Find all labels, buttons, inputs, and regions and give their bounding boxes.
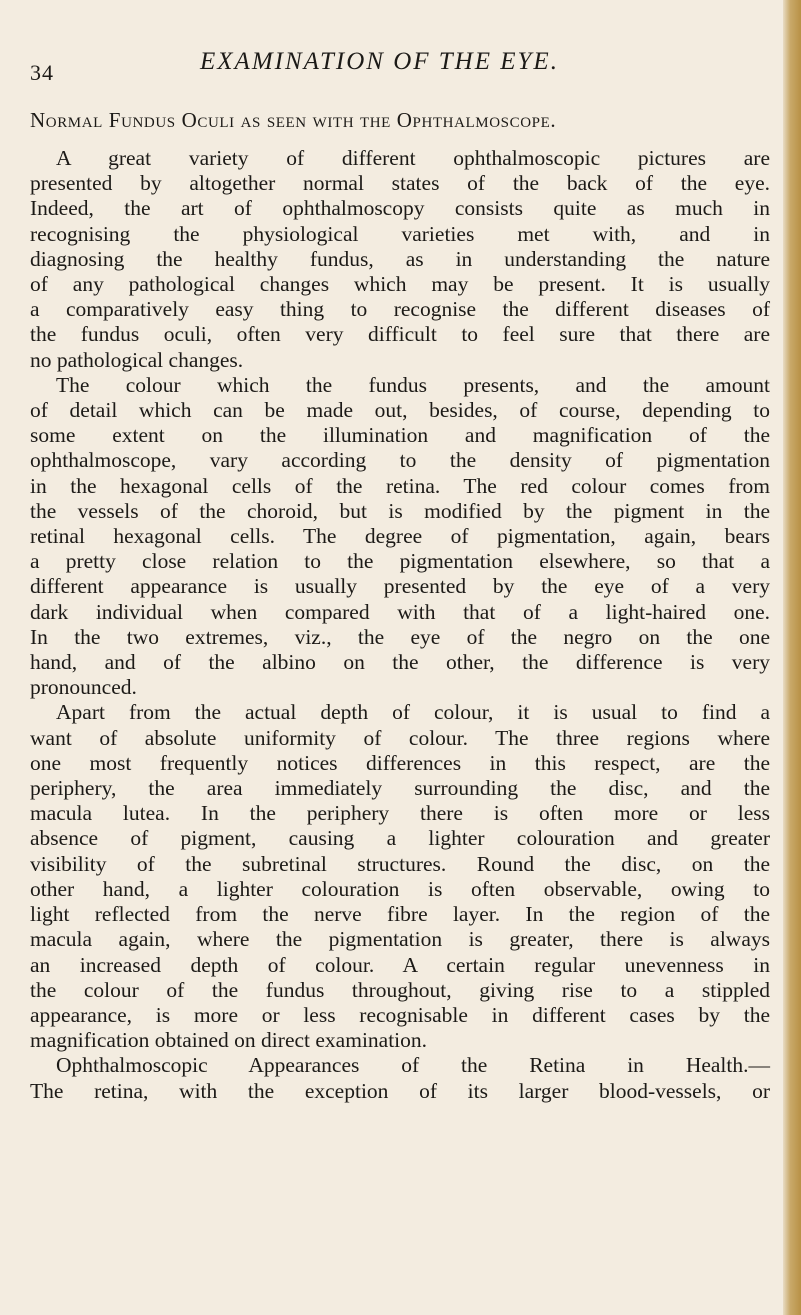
text-line: some extent on the illumination and magnification of the (30, 423, 770, 448)
text-line: of any pathological changes which may be present. It is usually (30, 272, 770, 297)
text-line: The colour which the fundus presents, and the amount (56, 372, 770, 397)
text-line: macula lutea. In the periphery there is often more or less (30, 801, 770, 826)
text-line: pronounced. (30, 675, 137, 700)
section-heading: Normal Fundus Oculi as seen with the Ophthalmoscope. (30, 108, 557, 132)
text-line: want of absolute uniformity of colour. The three regions where (30, 725, 770, 750)
text-line: a pretty close relation to the pigmentation elsewhere, so that a (30, 549, 770, 574)
body-text (30, 146, 770, 1104)
text-line: the vessels of the choroid, but is modified by the pigment in the (30, 498, 770, 523)
text-line: periphery, the area immediately surrounding the disc, and the (30, 776, 770, 801)
text-line: appearance, is more or less recognisable in different cases by the (30, 1002, 770, 1027)
page-edge (783, 0, 801, 1315)
text-line: hand, and of the albino on the other, the difference is very (30, 650, 770, 675)
text-line: an increased depth of colour. A certain regular unevenness in (30, 952, 770, 977)
page-number: 34 (30, 60, 54, 85)
text-line: In the two extremes, viz., the eye of the negro on the one (30, 624, 770, 649)
text-line: A great variety of different ophthalmoscopic pictures are (56, 146, 770, 170)
running-head: EXAMINATION OF THE EYE. (200, 48, 559, 75)
text-line: macula again, where the pigmentation is greater, there is always (30, 927, 770, 952)
text-line: Indeed, the art of ophthalmoscopy consists quite as much in (30, 196, 770, 221)
text-line: the colour of the fundus throughout, giving rise to a stippled (30, 977, 770, 1002)
text-line: of detail which can be made out, besides, of course, depending to (30, 398, 770, 423)
text-line: The retina, with the exception of its larger blood-vessels, or (30, 1078, 770, 1103)
text-line: a comparatively easy thing to recognise the different diseases of (30, 297, 770, 322)
text-line: no pathological changes. (30, 347, 244, 372)
text-line: in the hexagonal cells of the retina. The red colour comes from (30, 473, 770, 498)
text-line: light reflected from the nerve fibre layer. In the region of the (30, 902, 770, 927)
text-line: different appearance is usually presented by the eye of a very (30, 574, 770, 599)
text-line: visibility of the subretinal structures. Round the disc, on the (30, 851, 770, 876)
text-line: Ophthalmoscopic Appearances of the Retina in Health.— (56, 1053, 770, 1078)
text-line: other hand, a lighter colouration is often observable, owing to (30, 876, 770, 901)
text-line: presented by altogether normal states of the back of the eye. (30, 171, 770, 196)
text-line: the fundus oculi, often very difficult to feel sure that there are (30, 322, 770, 347)
text-line: Apart from the actual depth of colour, it is usual to find a (56, 700, 770, 725)
text-line: recognising the physiological varieties met with, and in (30, 221, 770, 246)
text-line: ophthalmoscope, vary according to the density of pigmentation (30, 448, 770, 473)
text-line: dark individual when compared with that of a light-haired one. (30, 599, 770, 624)
page-header (30, 48, 770, 84)
text-line: magnification obtained on direct examination. (30, 1028, 428, 1053)
text-line: retinal hexagonal cells. The degree of pigmentation, again, bears (30, 524, 770, 549)
text-line: one most frequently notices differences in this respect, are the (30, 750, 770, 775)
text-line: diagnosing the healthy fundus, as in understanding the nature (30, 246, 770, 271)
text-line: absence of pigment, causing a lighter colouration and greater (30, 826, 770, 851)
